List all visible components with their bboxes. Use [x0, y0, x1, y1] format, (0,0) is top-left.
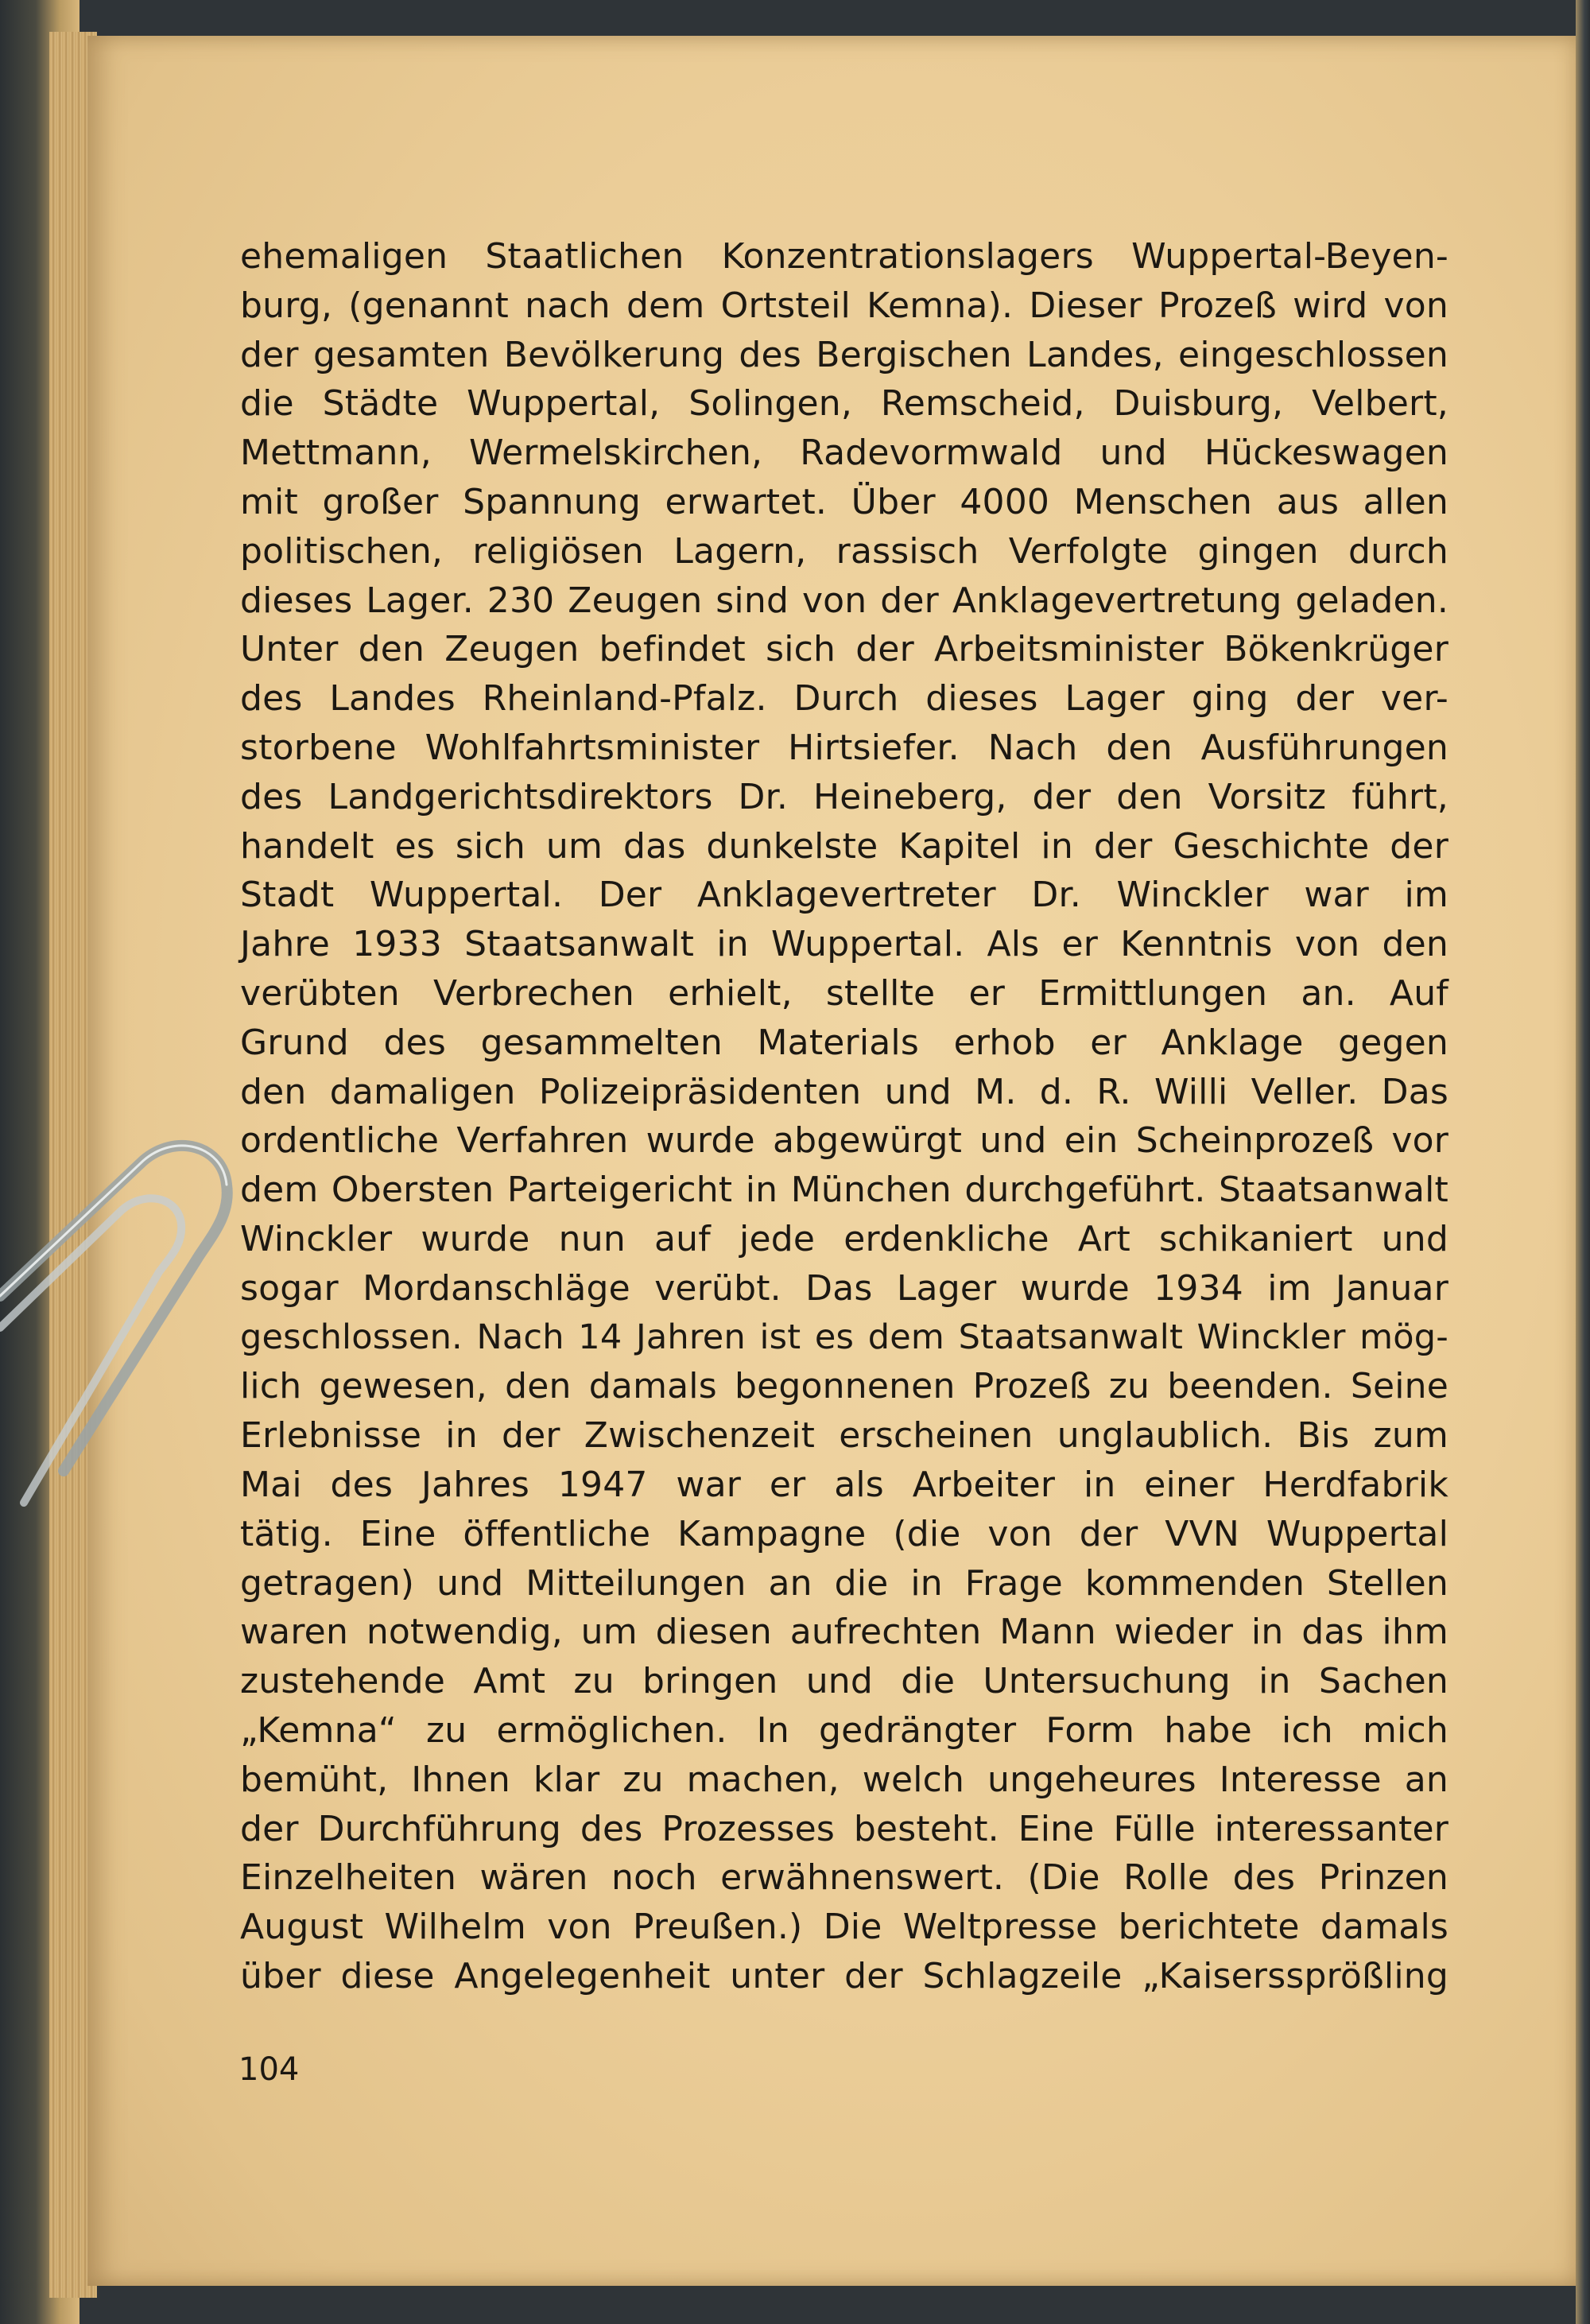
body-text	[240, 232, 1448, 2001]
text-line: des Landgerichtsdirektors Dr. Heineberg, der den Vorsitz führt,	[240, 776, 1448, 817]
text-line: Einzelheiten wären noch erwähnenswert. (Die Rolle des Prinzen	[240, 1857, 1448, 1899]
text-line: Erlebnisse in der Zwischenzeit erscheinen unglaublich. Bis zum	[240, 1415, 1448, 1457]
text-line: mit großer Spannung erwartet. Über 4000 Menschen aus allen	[240, 481, 1448, 522]
text-line: dieses Lager. 230 Zeugen sind von der Anklagevertretung geladen.	[240, 580, 1448, 621]
text-line: den damaligen Polizeipräsidenten und M. d. R. Willi Veller. Das	[240, 1071, 1448, 1112]
text-line: getragen) und Mitteilungen an die in Frage kommenden Stellen	[240, 1562, 1448, 1604]
text-line: Mettmann, Wermelskirchen, Radevormwald und Hückeswagen	[240, 433, 1448, 474]
text-line: Winckler wurde nun auf jede erdenkliche Art schikaniert und	[240, 1218, 1448, 1259]
text-line: Grund des gesammelten Materials erhob er Anklage gegen	[240, 1022, 1448, 1063]
text-line: des Landes Rheinland-Pfalz. Durch dieses Lager ging der ver-	[240, 678, 1448, 720]
text-line: politischen, religiösen Lagern, rassisch Verfolgte gingen durch	[240, 530, 1448, 572]
text-line: Jahre 1933 Staatsanwalt in Wuppertal. Als er Kenntnis von den	[240, 924, 1448, 965]
text-line: Stadt Wuppertal. Der Anklagevertreter Dr. Winckler war im	[240, 875, 1448, 916]
text-line: die Städte Wuppertal, Solingen, Remscheid, Duisburg, Velbert,	[240, 383, 1448, 425]
text-line: tätig. Eine öffentliche Kampagne (die von der VVN Wuppertal	[240, 1513, 1448, 1554]
text-line: „Kemna“ zu ermöglichen. In gedrängter Form habe ich mich	[240, 1709, 1448, 1751]
text-line: geschlossen. Nach 14 Jahren ist es dem Staatsanwalt Winckler mög-	[240, 1317, 1448, 1357]
text-line: August Wilhelm von Preußen.) Die Weltpresse berichtete damals	[240, 1907, 1448, 1948]
text-line: ordentliche Verfahren wurde abgewürgt und ein Scheinprozeß vor	[240, 1120, 1448, 1162]
text-line: dem Obersten Parteigericht in München durchgeführt. Staatsanwalt	[240, 1170, 1448, 1211]
text-line: bemüht, Ihnen klar zu machen, welch ungeheures Interesse an	[240, 1759, 1448, 1800]
text-line: burg, (genannt nach dem Ortsteil Kemna). Dieser Prozeß wird von	[240, 285, 1448, 326]
text-line: lich gewesen, den damals begonnenen Prozeß zu beenden. Seine	[240, 1366, 1448, 1407]
text-line: Unter den Zeugen befindet sich der Arbeitsminister Bökenkrüger	[240, 629, 1448, 670]
text-line: sogar Mordanschläge verübt. Das Lager wurde 1934 im Januar	[240, 1267, 1448, 1309]
text-line: verübten Verbrechen erhielt, stellte er Ermittlungen an. Auf	[240, 972, 1448, 1014]
text-line: der Durchführung des Prozesses besteht. Eine Fülle interessanter	[240, 1808, 1448, 1849]
text-line: ehemaligen Staatlichen Konzentrationslagers Wuppertal-Beyen-	[240, 236, 1448, 277]
text-line: zustehende Amt zu bringen und die Untersuchung in Sachen	[240, 1661, 1448, 1702]
text-line: Mai des Jahres 1947 war er als Arbeiter in einer Herdfabrik	[240, 1464, 1448, 1505]
text-line: storbene Wohlfahrtsminister Hirtsiefer. Nach den Ausführungen	[240, 727, 1448, 768]
text-line: handelt es sich um das dunkelste Kapitel in der Geschichte der	[240, 825, 1448, 867]
text-line: waren notwendig, um diesen aufrechten Mann wieder in das ihm	[240, 1612, 1448, 1653]
page-number: 104	[238, 2051, 300, 2088]
scan-right-border	[1576, 0, 1590, 2324]
text-line: der gesamten Bevölkerung des Bergischen Landes, eingeschlossen	[240, 334, 1448, 375]
text-line: über diese Angelegenheit unter der Schlagzeile „Kaiserssprößling	[240, 1955, 1448, 1996]
